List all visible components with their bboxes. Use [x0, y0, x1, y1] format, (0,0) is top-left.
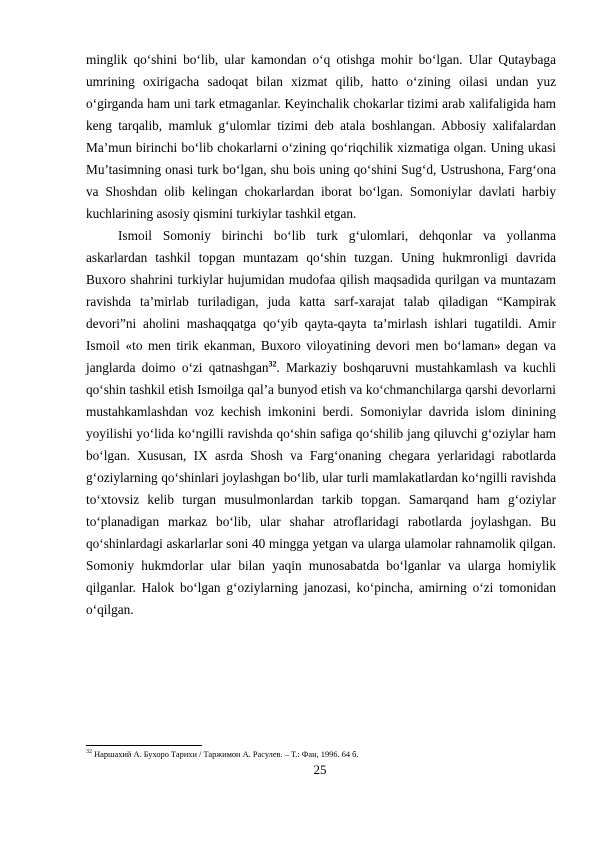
footnote [86, 749, 556, 760]
paragraph-text-continued: . Markaziy boshqaruvni mustahkamlash va kuchli qo‘shin tashkil etish Ismoilga qal’a bunyod etish va ko‘chmanchilarga qarshi devorlarni mustahkamlashdan voz kechish imkonini berdi. Somoniylar davrida islom dinining yoyilishi yo‘lida ko‘ngilli ravishda qo‘shin safiga qo‘shilib jang qiluvchi g‘oziylar ham bo‘lgan. Xususan, IX asrda Shosh va Farg‘onaning chegara yerlaridagi rabotlarda g‘oziylarning qo‘shinlari joylashgan bo‘lib, ular turli mamlakatlardan ko‘ngilli ravishda to‘xtovsiz kelib turgan musulmonlardan tarkib topgan. Samarqand ham g‘oziylar to‘planadigan markaz bo‘lib, ular shahar atroflaridagi rabotlarda joylashgan. Bu qo‘shinlardagi askarlarlar soni 40 mingga yetgan va ularga ulamolar rahnamolik qilgan. Somoniy hukmdorlar ular bilan yaqin munosabatda bo‘lganlar va ularga homiylik qilganlar. Halok bo‘lgan g‘oziylarning janozasi, ko‘pincha, amirning o‘zi tomonidan o‘qilgan. [86, 360, 556, 617]
footnote-text: Наршахий А. Бухоро Тарихи / Таржимон А. Расулев. – Т.: Фан, 1996. 64 б. [92, 750, 359, 759]
footnote-separator [86, 745, 202, 746]
paragraph-continued: minglik qo‘shini bo‘lib, ular kamondan o‘q otishga mohir bo‘lgan. Ular Qutaybaga umrining oxirigacha sadoqat bilan xizmat qilib, hatto o‘zining oilasi undan yuz o‘girganda ham uni tark etmaganlar. Keyinchalik chokarlar tizimi arab xalifaligida ham keng tarqalib, mamluk g‘ulomlar tizimi deb atala boshlangan. Abbosiy xalifalardan Ma’mun birinchi bo‘lib chokarlarni o‘zining qo‘riqchilik xizmatiga olgan. Uning ukasi Mu’tasimning onasi turk bo‘lgan, shu bois uning qo‘shini Sug‘d, Ustrushona, Farg‘ona va Shoshdan olib kelingan chokarlardan iborat bo‘lgan. Somoniylar davlati harbiy kuchlarining asosiy qismini turkiylar tashkil etgan. [86, 52, 556, 221]
paragraph-text: Ismoil Somoniy birinchi bo‘lib turk g‘ulomlari, dehqonlar va yollanma askarlardan tashkil topgan muntazam qo‘shin tuzgan. Uning hukmronligi davrida Buxoro shahrini turkiylar hujumidan mudofaa qilish maqsadida qurilgan va muntazam ravishda ta’mirlab turiladigan, juda katta sarf-xarajat talab qiladigan “Kampirak devori”ni aholini mashaqqatga qo‘yib qayta-qayta ta’mirlash ishlari tugatildi. Amir Ismoil «to men tirik ekanman, Buxoro viloyatining devori men bo‘laman» degan va janglarda doimo o‘zi qatnashgan [86, 228, 556, 375]
footnote-reference: 32 [268, 359, 277, 369]
body-text [86, 49, 556, 621]
footnote-number: 32 [86, 749, 92, 756]
paragraph [86, 225, 556, 621]
page-number: 25 [313, 762, 327, 777]
